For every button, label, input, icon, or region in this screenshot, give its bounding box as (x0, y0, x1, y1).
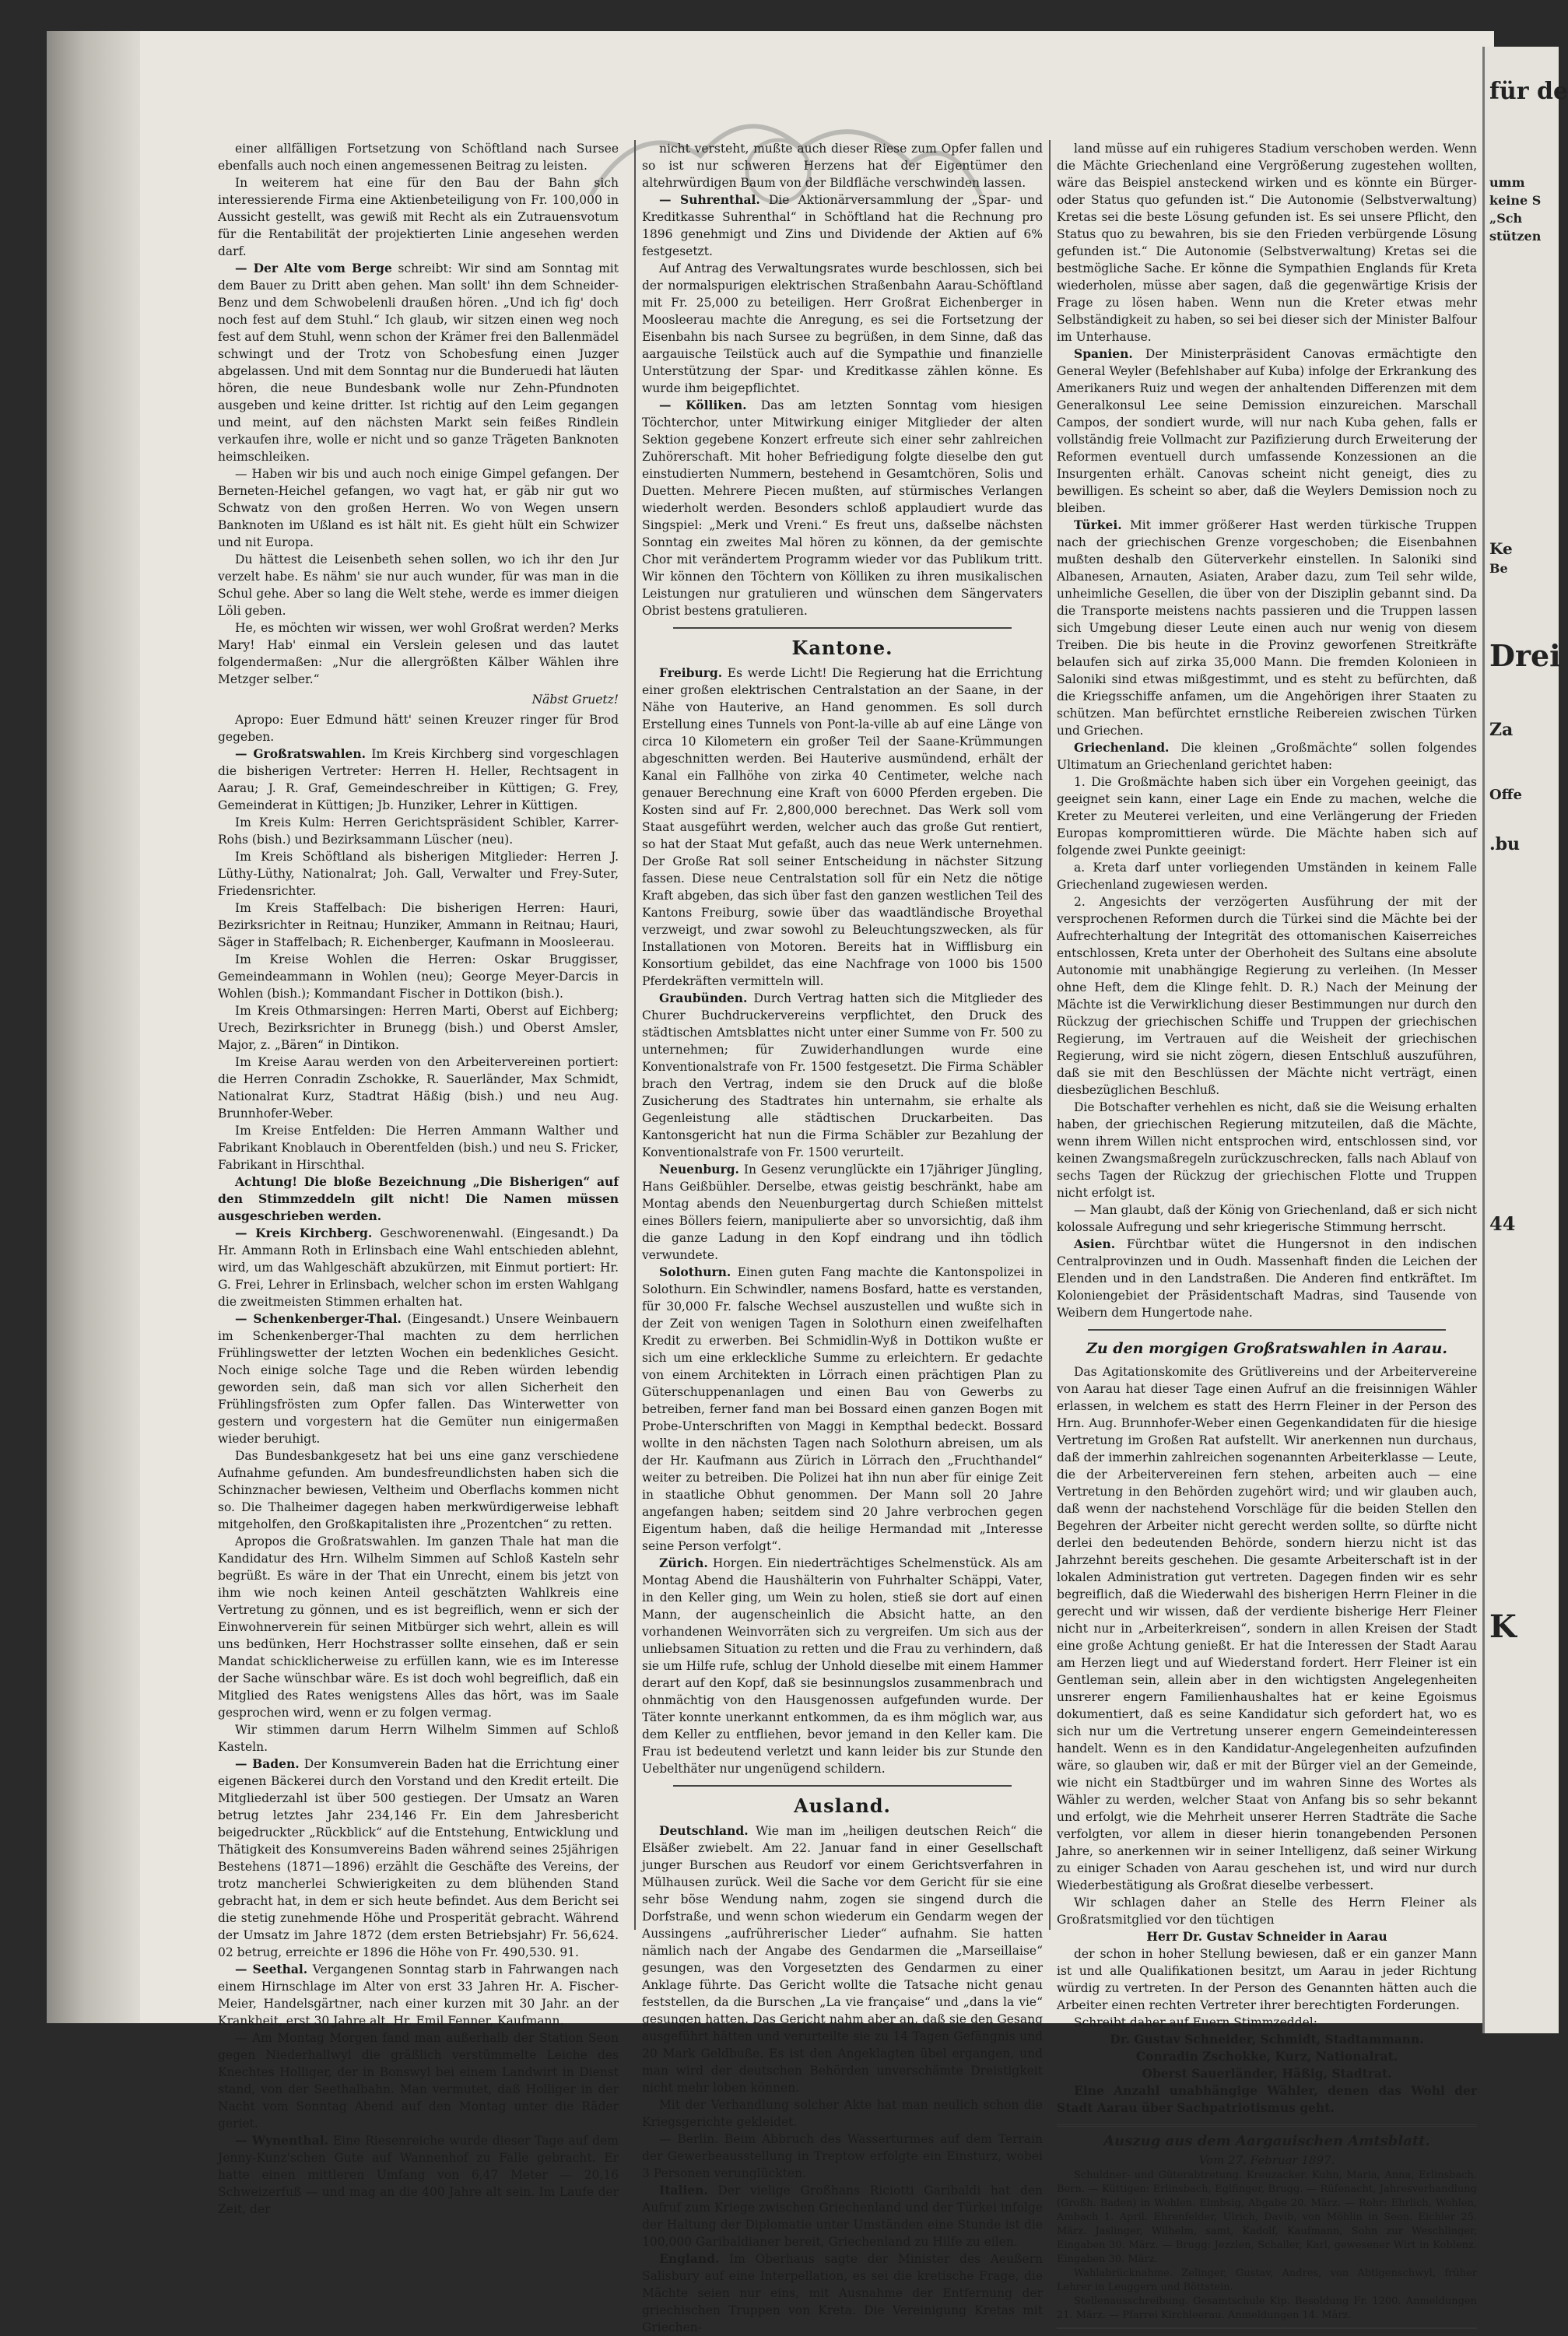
article-text: Fürchtbar wütet die Hungersnot in den indischen Centralprovinzen und in Oudh. Massenhaft finden die Leichen der Elenden und in den Landstraßen. Die Anderen find entkräftet. Im Koloniengebiet der Präsidentschaft Madras, sind Tausende von Weibern dem Hungertode nahe. (1057, 1237, 1477, 1320)
article-paragraph (642, 191, 1043, 260)
article-text: Die Aktionärversammlung der „Spar- und Kreditkasse Suhrenthal“ in Schöftland hat die Rechnung pro 1896 genehmigt und Zins und Dividende der Aktien auf 6% festgesetzt. (642, 193, 1043, 258)
section-lead: Deutschland. (659, 1823, 749, 1838)
column-3 (1057, 140, 1477, 2329)
section-lead: Freiburg. (659, 665, 723, 680)
section-lead: — Großratswahlen. (235, 746, 366, 761)
article-text: Das am letzten Sonntag vom hiesigen Töchterchor, unter Mitwirkung einiger Mitglieder der alten Sektion gegebene Konzert erfreute sich einer sehr zahlreichen Zuhörerschaft. Mit hoher Befriedigung folgte dieselbe den gut einstudierten Nummern, bestehend in Gesamtchören, Solis und Duetten. Mehrere Piecen mußten, auf stürmisches Verlangen wiederholt werden. Besonders schloß applaudiert wurde das Singspiel: „Merk und Vreni.“ Es freut uns, daßselbe nächsten Sonntag ein zweites Mal hören zu können, da der gemischte Chor mit verändertem Programm wieder vor das Publikum tritt. Wir können den Töchtern von Kölliken zu ihren musikalischen Leistungen nur gratulieren und wünschen dem Sängervaters Obrist bestens gratulieren. (642, 398, 1043, 618)
adjacent-page-text: „Sch (1489, 211, 1523, 226)
candidate-line: Herr Dr. Gustav Schneider in Aarau (1146, 1929, 1387, 1944)
amtsblatt-date: Vom 27. Februar 1897. (1198, 2153, 1335, 2167)
section-lead: Graubünden. (659, 991, 748, 1005)
article-text: Im Kreis Kirchberg sind vorgeschlagen die bisherigen Vertreter: Herren H. Heller, Rechtsagent in Aarau; J. R. Graf, Gemeindeschreiber in Küttigen; G. Frey, Gemeinderat in Küttigen; Jb. Hunziker, Lehrer in Küttigen. (218, 747, 619, 812)
article-paragraph (642, 665, 1043, 990)
article-text: Horgen. Ein niederträchtiges Schelmenstück. Als am Montag Abend die Haushälterin von Fuhrhalter Schäppi, Vater, in den Keller ging, um Wein zu holen, stieß sie dort auf einen Mann, der augenscheinlich die Absicht hatte, an den vorhandenen Weinvorräten sich zu vergreifen. Um sich aus der unliebsamen Situation zu retten und die Frau zu verhindern, daß sie um Hilfe rufe, schlug der Unhold dieselbe mit einem Hammer derart auf den Kopf, daß sie besinnungslos zusammenbrach und ohnmächtig von den Hausgenossen aufgefunden wurde. Der Täter konnte unerkannt entkommen, da es ihm möglich war, aus dem Keller zu entfliehen, bevor jemand in den Keller kam. Die Frau ist bedeutend verletzt und kann leider bis zur Stunde den Uebelthäter nur ungenügend schildern. (642, 1556, 1043, 1776)
article-paragraph (642, 990, 1043, 1161)
section-lead: Griechenland. (1074, 740, 1170, 755)
column-2 (642, 140, 1043, 2336)
article-paragraph: Apropos die Großratswahlen. Im ganzen Thale hat man die Kandidatur des Hrn. Wilhelm Simmen auf Schloß Kasteln sehr begrüßt. Es wäre in der That ein Unrecht, einem bis jetzt von ihm wie noch keinen Anteil geschätzten Wahlkreis eine Vertretung zu gönnen, und es ist begreiflich, wenn er sich der Einwohnerverein für seinen Mitbürger sich wehrt, allein es will uns bedünken, Herr Hochstrasser sollte einsehen, daß er sein Mandat schicklicherweise zu erfüllen kann, wie es im Interesse der Sache wünschbar wäre. Es ist doch wohl begreiflich, daß ein Mitglied des Rates wenigstens Alles das hört, was im Saale gesprochen wird, wenn er zu folgen vermag. (218, 1535, 619, 1720)
article-text: Einen guten Fang machte die Kantonspolizei in Solothurn. Ein Schwindler, namens Bosfard, hatte es verstanden, für 30,000 Fr. falsche Wechsel auszustellen und wußte sich in der Zeit von wenigen Tagen in Solothurn einen zweifelhaften Kredit zu erwerben. Bei Schmidlin-Wyß in Dottikon wußte er sich um eine erkleckliche Summe zu erleichtern. Er gedachte von einem Architekten in Lörrach einen prächtigen Plan zu Güterschuppenanlagen und einen Bau von Gewerbs zu betreiben, ferner fand man bei Bossard einen ganzen Bogen mit Probe-Unterschriften von Maggi in Kempthal bedeckt. Bossard wollte in den nächsten Tagen nach Solothurn abreisen, um als der Hr. Kaufmann aus Zürich in Lörrach den „Fruchthandel“ weiter zu betreiben. Die Polizei hat ihn nun aber für einige Zeit in staatliche Obhut genommen. Der Mann soll 20 Jahre angefangen haben; seitdem sind 20 Jahre verbrochen gegen Eigentum haben, daß die heilige Hermandad mit „Interesse seine Person verfolgt“. (642, 1265, 1043, 1553)
adjacent-page-text: Offe (1489, 787, 1522, 803)
article-paragraph (642, 1264, 1043, 1555)
article-paragraph (642, 2250, 1043, 2336)
candidate-line: Dr. Gustav Schneider, Schmidt, Stadtammann. (1110, 2032, 1424, 2047)
article-paragraph: a. Kreta darf unter vorliegenden Umständen in keinem Falle Griechenland zugewiesen werden. (1057, 861, 1477, 892)
adjacent-page-text: keine S (1489, 193, 1542, 208)
adjacent-page-text: 44 (1489, 1212, 1516, 1235)
column-1 (218, 140, 619, 2218)
article-paragraph (642, 1822, 1043, 2096)
article-paragraph: Wir schlagen daher an Stelle des Herrn Fleiner als Großratsmitglied vor den tüchtigen (1057, 1896, 1477, 1927)
article-text: Der vielige Großhans Riciotti Garibaldi hat den Aufruf zum Kriege zwischen Griechenland und der Türkei infolge der Haltung der Diplomatie unter Umständen eine Stunde ist die 100,000 Garibaldianer bereit, Griechenland zu Hilfe zu eilen. (642, 2183, 1043, 2249)
section-lead: Türkei. (1074, 517, 1122, 532)
article-paragraph: Im Kreise Wohlen die Herren: Oskar Bruggisser, Gemeindeammann in Wohlen (neu); George Meyer-Darcis in Wohlen (bish.); Kommandant Fischer in Dottikon (bish.). (218, 952, 619, 1001)
article-paragraph: Im Kreis Othmarsingen: Herren Marti, Oberst auf Eichberg; Urech, Bezirksrichter in Brunegg (bish.) und Oberst Amsler, Major, z. „Bären“ in Dintikon. (218, 1004, 619, 1052)
section-lead: England. (659, 2251, 720, 2266)
amtsblatt-text: Stellenausschreibung. Gesamtschule Kip. Besoldung Fr. 1200. Anmeldungen 21. März. — Pfarrei Kirchleerau. Anmeldungen 14. März. (1057, 2296, 1477, 2321)
amtsblatt-text: Schuldner- und Güterabtretung. Kreuzacker. Kuhn, Maria, Anna, Erlinsbach. Bern. — Küttigen: Erlinsbach, Eglfinger, Brugg. — Rüfenacht, Jahresverhandlung (Großh. Baden) in Wohlen. Elmbsig, Abgabe 20. März. — Rohr: Ehrlich, Wohlen, Ambach 1. April. Ehrenfelder, Ulrich, Davib, von Möhlin in Seon. Eichler 25. März. Jaslinger, Wilhelm, samt, Kadolf, Kaufmann, Sohn zur Weschlinger, Eingaben 30. März. — Brugg: Jezzlen, Schaller, Karl, gewesener Wirt in Koblenz. Eingaben 30. März. (1057, 2169, 1477, 2265)
article-paragraph (642, 2182, 1043, 2250)
adjacent-page-text: Be (1489, 561, 1508, 576)
adjacent-page-text: Za (1489, 720, 1514, 740)
article-paragraph: nicht versteht, mußte auch dieser Riese zum Opfer fallen und so ist nur schweren Herzens hat der Eigentümer den altehrwürdigen Baum von der Bildfläche verschwinden lassen. (642, 142, 1043, 190)
article-paragraph: Mit der Verhandlung solcher Akte hat man neulich schon die Kriegsgerichte gekleidet. (642, 2098, 1043, 2129)
signature: Näbst Gruetz! (531, 693, 619, 707)
article-paragraph: Schreibt daher auf Euern Stimmzeddel: (1074, 2015, 1317, 2029)
article-paragraph: He, es möchten wir wissen, wer wohl Großrat werden? Merks Mary! Hab' einmal ein Verslein gelesen und das lautet folgendermaßen: „Nur die allergrößten Kälber Wählen ihre Metzger selber.“ (218, 621, 619, 686)
article-paragraph: Wir stimmen darum Herrn Wilhelm Simmen auf Schloß Kasteln. (218, 1723, 619, 1754)
column-rule-1 (634, 140, 636, 1930)
section-lead: Spanien. (1074, 346, 1133, 361)
article-paragraph: — Haben wir bis und auch noch einige Gimpel gefangen. Der Berneten-Heichel gefangen, wo vagt hat, er gäb nir gut wo Schwatz von den großen Herren. Wo von Wegen unsern Banknoten im Ußland es ist hält nit. Es gieht hült ein Schwizer und nit Europa. (218, 467, 619, 549)
section-lead: — Der Alte vom Berge (235, 261, 392, 275)
article-paragraph: Du hättest die Leisenbeth sehen sollen, wo ich ihr den Jur verzelt habe. Es nähm' sie nur auch wunder, für was man in die Schul gehe. Aber so lang die Welt stehe, werde es immer dieigen Löli geben. (218, 552, 619, 618)
article-paragraph: land müsse auf ein ruhigeres Stadium verschoben werden. Wenn die Mächte Griechenland eine Vergrößerung zugestehen wollten, wäre das Beispiel ansteckend wirken und es könnte ein Bürger- oder Status quo gefunden ist.“ Die Autonomie (Selbstverwaltung) Kretas sei die beste Lösung gefunden ist. Es sei unsere Pflicht, den Status quo zu bewahren, bis sie den Frieden verbürgende Lösung gefunden ist.“ Die Autonomie (Selbstverwaltung) Kretas sei die bestmögliche Sache. Er könne die Sympathien Englands für Kreta wiederholen, müsse aber sagen, daß die gegenwärtige Krisis der Frage zu lösen haben. Wenn nun die Kreter etwas mehr Selbständigkeit zu haben, so sei bei dieser sich der Minister Balfour im Unterhause. (1057, 142, 1477, 344)
article-paragraph: einer allfälligen Fortsetzung von Schöftland nach Sursee ebenfalls auch noch einen angemessenen Beitrag zu leisten. (218, 142, 619, 173)
article-text: schreibt: Wir sind am Sonntag mit dem Bauer zu Dritt aben gehen. Man sollt' ihn dem Schneider-Benz und dem Schwobelenli draußen hören. „Und ich fig' doch noch fest auf dem Stuhl.“ Ich glaub, wir sitzen einen weg noch fest auf dem Stuhl, wenn schon der Krämer frei den Ballenmädel schwingt und der Trotz von Schobesfung einen Juzger abgelassen. Und mit dem Sonntag nur die Bunderuedi hat läuten hören, die neue Bundesbank wolle nur Zehn-Pfundnoten ausgeben und keine dritter. Ist richtig auf den Leim gegangen und meint, auf den nächsten Markt sein feißes Rindlein verkaufen ihre, wolle er nicht und so ganze Trägeten Banknoten heimschleiken. (218, 261, 619, 464)
article-paragraph: Im Kreis Schöftland als bisherigen Mitglieder: Herren J. Lüthy-Lüthy, Nationalrat; Joh. Gall, Verwalter und Frey-Suter, Friedensrichter. (218, 850, 619, 898)
newspaper-page (47, 31, 1494, 2334)
article-paragraph: Auf Antrag des Verwaltungsrates wurde beschlossen, sich bei der normalspurigen elektrischen Straßenbahn Aarau-Schöftland mit Fr. 25,000 zu beteiligen. Herr Großrat Eichenberger in Moosleerau machte die Anregung, es sei die Fortsetzung der Eisenbahn bis nach Sursee zu begrüßen, in dem Sinne, daß das aargauische Teilstück auch auf die Sympathie und finanzielle Unterstützung der Spar- und Kreditkasse zählen könne. Es wurde ihm beigepflichtet. (642, 261, 1043, 395)
article-text: Durch Vertrag hatten sich die Mitglieder des Churer Buchdruckervereins verpflichtet, den Druck des städtischen Amtsblattes nicht unter einer Summe von Fr. 500 zu unternehmen; für Zuwiderhandlungen wurde eine Konventionalstrafe von Fr. 1500 festgesetzt. Die Firma Schäbler brach den Vertrag, indem sie den Druck auf die bloße Zusicherung des Stadtrates hin unternahm, sie erhalte als Gegenleistung alle städtischen Druckarbeiten. Das Kantonsgericht hat nun die Firma Schäbler zur Bezahlung der Konventionalstrafe von Fr. 1500 verurteilt. (642, 991, 1043, 1159)
article-paragraph: Das Bundesbankgesetz hat bei uns eine ganz verschiedene Aufnahme gefunden. Am bundesfreundlichsten haben sich die Schinznacher bewiesen, Veltheim und Oberflachs kommen nicht so. Die Thalheimer dagegen haben merkwürdigerweise lebhaft mitgeholfen, den Großkapitalisten ihre „Prozentchen“ zu retten. (218, 1449, 619, 1531)
article-paragraph: Das Agitationskomite des Grütlivereins und der Arbeitervereine von Aarau hat dieser Tage einen Aufruf an die freisinnigen Wähler erlassen, in welchem es statt des Herrn Fleiner in der Person des Hrn. Aug. Brunnhofer-Weber einen Gegenkandidaten für die hiesige Vertretung im Großen Rat aufstellt. Wir anerkennen nun durchaus, daß der immerhin zahlreichen sogenannten Arbeiterklasse — Leute, die der Arbeitervereinen fern stehen, arbeiten auch — eine Vertretung in den Behörden zugehört wird; und wir glauben auch, daß wenn der nachstehend Vorschläge für die beiden Stellen den Begehren der Arbeiter nicht gerecht werden sollte, so dürfte nicht derlei den bedeutenden Behörde, sondern hierzu nicht ist das Jahrzehnt bereits geschehen. Die gesamte Arbeiterschaft ist in der lokalen Administration gut vertreten. Dagegen finden wir es sehr begreiflich, daß die Wiederwahl des bisherigen Herrn Fleiner in die gerecht und wir wissen, daß der verdiente bisherige Herr Fleiner nicht nur in „Arbeiterkreisen“, sondern in allen Kreisen der Stadt eine große Achtung genießt. Er hat die Interessen der Stadt Aarau am Herzen liegt und auf Wiederstand fordert. Herr Fleiner ist ein Gentleman sein, allein aber in den wichtigsten Angelegenheiten unsrerer engern Familienhaushaltes hat er keine Egoismus dokumentiert, daß es seine Kandidatur sich gefordert hat, wo es sich nur um die Vertretung unserer engern Gemeindeinteressen handelt. Wenn es in den Kandidatur-Angelegenheiten aufzufinden wäre, so glauben wir, daß er mit der Bürger viel an der Gemeinde, wie nicht ein Stadtbürger und im wahren Sinne des Wortes als Wähler zu werden, welcher Staat von Anfang bis so sehr bekannt und erfolgt, wie die Mehrheit unserer Herren Stadträte die Sache verfolgten, vor allem in dieser hierin tonangebenden Personen Jahre, so anerkennen wir in seiner Intelligenz, daß seiner Wirkung zu einiger Schaden von Aarau geschehen ist, und wird nur durch Wiederbestätigung als Großrat dieselbe verbessert. (1057, 1365, 1477, 1892)
adjacent-page-text: .bu (1489, 834, 1521, 854)
section-lead: Zürich. (659, 1556, 708, 1570)
article-text: Der Konsumverein Baden hat die Errichtung einer eigenen Bäckerei durch den Vorstand und den Kredit erteilt. Die Mitgliederzahl ist über 500 gestiegen. Der Umsatz an Waren betrug letztes Jahr 234,146 Fr. Ein dem Jahresbericht beigedruckter „Rückblick“ auf die Entstehung, Entwicklung und Thätigkeit des Konsumvereins Baden während seines 25jährigen Bestehens (1871—1896) erzählt die Geschäfte des Vereins, der trotz mancherlei Schwierigkeiten zu dem blühenden Stand gebracht hat, in dem er sich heute befindet. Aus dem Bericht sei die stetig zunehmende Höhe und Prosperität gebracht. Während der Umsatz im Jahre 1872 (dem ersten Betriebsjahr) Fr. 56,624. 02 betrug, erreichte er 1896 die Höhe von Fr. 490,530. 91. (218, 1757, 619, 1959)
article-paragraph (218, 745, 619, 814)
article-paragraph: Im Kreise Aarau werden von den Arbeitervereinen portiert: die Herren Conradin Zschokke, R. Sauerländer, Max Schmidt, Nationalrat Kurz, Stadtrat Häßig (bish.) und neu Aug. Brunnhofer-Weber. (218, 1055, 619, 1121)
section-divider (673, 1785, 1012, 1787)
article-paragraph (1057, 1236, 1477, 1321)
section-lead: Neuenburg. (659, 1162, 739, 1177)
candidate-line: Conradin Zschokke, Kurz, Nationalrat. (1135, 2049, 1398, 2064)
article-paragraph: Im Kreis Staffelbach: Die bisherigen Herren: Hauri, Bezirksrichter in Reitnau; Hunziker, Ammann in Reitnau; Hauri, Säger in Staffelbach; R. Eichenberger, Kaufmann in Moosleerau. (218, 901, 619, 949)
column-rule-2 (1049, 140, 1051, 1930)
section-lead: — Kölliken. (659, 398, 747, 412)
article-paragraph: Die Botschafter verhehlen es nicht, daß sie die Weisung erhalten haben, der griechischen Regierung mitzuteilen, daß die Mächte, wenn ihrem Willen nicht entsprochen wird, entschlossen sind, vor keinen Zwangsmaßregeln zurückzuschrecken, falls nach Ablauf von sechs Tagen der Rückzug der griechischen Flotte und Truppen nicht erfolgt ist. (1057, 1100, 1477, 1200)
article-paragraph (218, 1756, 619, 1961)
article-text: Der Ministerpräsident Canovas ermächtigte den General Weyler (Befehlshaber auf Kuba) infolge der Erkrankung des Amerikaners Ruiz und wegen der anhaltenden Differenzen mit dem Generalkonsul Lee seine Demission einzureichen. Marschall Campos, der sondiert wurde, will nur nach Kuba gehen, falls er vollständig freie Vollmacht zur Pazifizierung durch Erweiterung der Reformen eventuell durch umfassende Konzessionen an die Insurgenten erhält. Canovas scheint nicht geneigt, dies zu bewilligen. Es scheint so aber, daß die Weylers Demission noch zu bleiben. (1057, 347, 1477, 515)
election-heading: Zu den morgigen Großratswahlen in Aarau. (1086, 1340, 1447, 1357)
article-paragraph: 2. Angesichts der verzögerten Ausführung der mit der versprochenen Reformen durch die Türkei sind die Mächte bei der Aufrechterhaltung der Integrität des ottomanischen Kaiserreiches entschlossen, Kreta unter der Oberhoheit des Sultans eine absolute Autonomie mit unabhängige Regierung zu verleihen. (In Messer ohne Heft, dem die Klinge fehlt. D. R.) Nach der Meinung der Mächte ist die Verwirklichung dieser Bestimmungen nur durch den Rückzug der griechischen Schiffe und Truppen der griechischen Regierung, im Vertrauen auf die Weisheit der griechischen Regierung, wird sie nicht zögern, diesen Entschluß auszuführen, daß sie mit den Beschlüssen der Mächte nicht verträgt, einen diesbezüglichen Beschluß. (1057, 895, 1477, 1097)
article-text: Mit immer größerer Hast werden türkische Truppen nach der griechischen Grenze vorgeschoben; die Eisenbahnen mußten deshalb den Güterverkehr einstellen. In Saloniki sind Albanesen, Arnauten, Asiaten, Araber dazu, zum Teil sehr wilde, unheimliche Gesellen, die über von der Disziplin gebannt sind. Da die Transporte meistens nachts passieren und die Truppen lassen sich Umgebung dieser Leute einen auch nur wenig von diesem Treiben. Die bis heute in die Provinz geworfenen Streitkräfte belaufen sich auf zirka 35,000 Mann. Die fremden Kolonieen in Saloniki sind etwas mißgestimmt, und es steht zu befürchten, daß die Kriegsschiffe anfamen, um die Angehörigen ihrer Staaten zu schützen. Man befürchtet ernstliche Reibereien zwischen Türken und Griechen. (1057, 518, 1477, 738)
article-text: Eine Riesenreiche wurde dieser Tage auf dem Jenny-Kunz'schen Gute auf Wannenhof zu Falle gebracht. Er hatte einen mittleren Umfang von 6,47 Meter — 20,16 Schweizerfuß — und mag an die 400 Jahre alt sein. Im Laufe der Zeit, der (218, 2134, 619, 2216)
candidate-line: Oberst Sauerländer, Häßig, Stadtrat. (1142, 2066, 1392, 2081)
adjacent-page-text: K (1489, 1608, 1517, 1645)
section-lead: — Schenkenberger-Thal. (235, 1311, 402, 1326)
article-paragraph: Im Kreise Entfelden: Die Herren Ammann Walther und Fabrikant Knoblauch in Oberentfelden (bish.) und neu S. Fricker, Fabrikant in Hirschthal. (218, 1124, 619, 1172)
article-paragraph (218, 1310, 619, 1447)
article-paragraph (218, 2132, 619, 2218)
section-divider (1088, 1329, 1446, 1331)
article-text: Geschworenenwahl. (Eingesandt.) Da Hr. Ammann Roth in Erlinsbach eine Wahl entschieden ablehnt, wird, um das Wahlgeschäft abzukürzen, mit Einmut portiert: Hr. G. Frei, Lehrer in Erlinsbach, welcher schon im ersten Wahlgang die zweitmeisten Stimmen erhalten hat. (218, 1226, 619, 1309)
article-text: Die kleinen „Großmächte“ sollen folgendes Ultimatum an Griechenland gerichtet haben: (1057, 741, 1477, 772)
section-lead: — Suhrenthal. (659, 192, 760, 207)
section-lead: Solothurn. (659, 1264, 731, 1279)
article-paragraph: Achtung! Die bloße Bezeichnung „Die Bisherigen“ auf den Stimmzeddeln gilt nicht! Die Namen müssen ausgeschrieben werden. (218, 1174, 619, 1223)
article-paragraph: Eine Anzahl unabhängige Wähler, denen das Wohl der Stadt Aarau über Sachpatriotismus geht. (1057, 2083, 1477, 2115)
article-text: Es werde Licht! Die Regierung hat die Errichtung einer großen elektrischen Centralstation an der Saane, in der Nähe von Hauterive, an Hand genommen. Es soll durch Erstellung eines Tunnels von Pont-la-ville ab auf eine Länge von circa 10 Kilometern ein großer Teil der Saane-Krümmungen abgeschnitten werden. Bei Hauterive ausmündend, erhält der Kanal ein Fallhöhe von zirka 40 Centimeter, welche nach genauer Berechnung eine Kraft von 6000 Pferden ergeben. Die Kosten sind auf Fr. 2,800,000 berechnet. Das Werk soll vom Staat ausgeführt werden, welcher auch das große Gut rentiert, so hat der Staat Mut gefaßt, auch das neue Werk unternehmen. Der Große Rat soll seiner Entscheidung in nächster Sitzung fassen. Diese neue Centralstation soll für ein Netz die nötige Kraft abgeben, das sich über fast den ganzen westlichen Teil des Kantons Freiburg, sowie über das waadtländische Broyethal verzweigt, und zwar sowohl zu Beleuchtungszwecken, als für Installationen von Motoren. Bereits hat in Wifflisburg ein Konsortium gebildet, das eine Nachfrage von 1000 bis 1500 Pferdekräften vermitteln will. (642, 666, 1043, 988)
amtsblatt-box (1057, 2124, 1477, 2329)
article-paragraph: der schon in hoher Stellung bewiesen, daß er ein ganzer Mann ist und alle Qualifikationen besitzt, um Aarau in jeder Richtung würdig zu vertreten. In der Person des Genannten hätten auch die Arbeiter einen rechten Vertreter ihrer berechtigten Forderungen. (1057, 1947, 1477, 2012)
article-paragraph (1057, 739, 1477, 773)
adjacent-page-edge (1482, 47, 1568, 2033)
article-paragraph (218, 260, 619, 465)
section-lead: — Seethal. (235, 1962, 308, 1976)
section-lead: Asien. (1074, 1236, 1116, 1251)
adjacent-page-text: Drei (1489, 638, 1561, 673)
article-text: Wie man im „heiligen deutschen Reich“ die Elsäßer zwiebelt. Am 22. Januar fand in einer Gesellschaft junger Burschen aus Reudorf vor einem Gerichtsverfahren in Mülhausen zurück. Weil die Sache vor dem Gericht für sie eine sehr böse Wendung nahm, zogen sie singend durch die Dorfstraße, und wenn schon wiederum ein Gendarm wegen der Aussingens „aufrührerischer Lieder“ aufnahm. Sie hatten nämlich nach der Angabe des Gendarmen die „Marseillaise“ gesungen, was den Vorgesetzten des Gendarmen zu einer Anklage führte. Das Gericht wollte die Tatsache nicht genau feststellen, da die Burschen „La vie française“ und „dans la vie“ gesungen hatten. Das Gericht nahm aber an, daß sie den Gesang ausgeführt hätten und verurteilte sie zu 14 Tagen Gefängnis und 20 Mark Geldbuße. Es ist den Angeklagten übel ergangen, und man wird der deutschen Behörden unverschämte Dreistigkeit nicht mehr loben können. (642, 1824, 1043, 2095)
article-paragraph (642, 397, 1043, 619)
article-paragraph: In weiterem hat eine für den Bau der Bahn sich interessierende Firma eine Aktienbeteiligung von Fr. 100,000 in Aussicht gestellt, was gewiß mit Recht als ein Zutrauensvotum für die Rentabilität der projektierten Linie angesehen werden darf. (218, 176, 619, 258)
section-heading-kantone: Kantone. (791, 637, 893, 659)
article-paragraph (642, 1555, 1043, 1777)
article-paragraph (1057, 517, 1477, 739)
article-text: In Gesenz verunglückte ein 17jähriger Jüngling, Hans Geißbühler. Derselbe, etwas geistig beschränkt, habe am Montag abends den Neuenburgertag durch Schießen mittelst eines Böllers feiern, manipulierte aber so unvorsichtig, daß ihm die ganze Ladung in den Kopf eindrang und ihn tödlich verwundete. (642, 1163, 1043, 1262)
article-paragraph (218, 1225, 619, 1310)
section-lead: — Kreis Kirchberg. (235, 1226, 373, 1240)
article-paragraph: 1. Die Großmächte haben sich über ein Vorgehen geeinigt, das geeignet sein kann, einer Lage ein Ende zu machen, welche die Kreter zu Meuterei verleiten, und eine Verlängerung der Frieden Europas kompromittieren würde. Die Mächte haben sich auf folgende zwei Punkte geeinigt: (1057, 775, 1477, 858)
section-lead: — Wynenthal. (235, 2133, 329, 2148)
book-spine (47, 31, 140, 2023)
adjacent-page-text: umm (1489, 175, 1525, 190)
article-paragraph: Im Kreis Kulm: Herren Gerichtspräsident Schibler, Karrer-Rohs (bish.) und Bezirksammann Lüscher (neu). (218, 815, 619, 847)
adjacent-page-text: stützen (1489, 229, 1542, 244)
article-text: (Eingesandt.) Unsere Weinbauern im Schenkenberger-Thal machten zu dem herrlichen Frühlingswetter der letzten Wochen ein bedenkliches Gesicht. Noch einige solche Tage und die Reben würden lebendig geworden sein, daß man sich vor allen Sicherheit den Frühlingsfrösten zum Opfer fallen. Das Winterwetter von gestern und vorgestern hat die Gemüter nun einigermaßen wieder beruhigt. (218, 1312, 619, 1446)
article-paragraph: — Berlin. Beim Abbruch des Wasserturmes auf dem Terrain der Gewerbeausstellung in Treptow erfolgte ein Einsturz, wobei 3 Personen verunglückten. (642, 2132, 1043, 2180)
article-paragraph (218, 1961, 619, 2029)
article-paragraph (1057, 345, 1477, 517)
article-text: Im Oberhaus sagte der Minister des Aeußern Salisbury auf eine Interpellation, es sei die kretische Frage, die Mächte seien nur eins, mit Ausnahme der Entfernung der griechischen Truppen von Kreta. Die Vereinigung Kretas mit Griechen- (642, 2252, 1043, 2334)
article-text: Vergangenen Sonntag starb in Fahrwangen nach einem Hirnschlage im Alter von erst 33 Jahren Hr. A. Fischer-Meier, Handelsgärtner, nach einer kurzen mit 30 Jahr. an der Krankheit, erst 30 Jahre alt, Hr. Emil Fenner, Kaufmann. (218, 1962, 619, 2028)
adjacent-page-text: für de (1489, 78, 1568, 105)
section-divider (673, 627, 1012, 629)
adjacent-page-text: Ke (1489, 539, 1513, 558)
section-lead: — Baden. (235, 1756, 300, 1771)
section-heading-ausland: Ausland. (794, 1794, 891, 1817)
section-lead: Italien. (659, 2183, 708, 2197)
amtsblatt-text: Wahlabrücknahme. Zelinger, Gustav, Andres, von Abtigenschwyl, früher Lehrer in Leuggern und Böttstein. (1057, 2268, 1477, 2293)
article-paragraph: Apropo: Euer Edmund hätt' seinen Kreuzer ringer für Brod gegeben. (218, 713, 619, 744)
amtsblatt-title: Auszug aus dem Aargauischen Amtsblatt. (1103, 2133, 1430, 2149)
article-paragraph (642, 1161, 1043, 1264)
article-paragraph: — Am Montag Morgen fand man außerhalb der Station Seon gegen Niederhallwyl die gräßlich verstümmelte Leiche des Knechtes Holliger, der in Bonswyl bei einem Landwirt in Dienst stand, von der Seethalbahn. Man vermutet, daß Holliger in der Nacht vom Sonntag Abend auf den Montag unter die Räder geriet. (218, 2031, 619, 2131)
article-paragraph: — Man glaubt, daß der König von Griechenland, daß er sich nicht kolossale Aufregung und sehr kriegerische Stimmung herrscht. (1057, 1203, 1477, 1234)
